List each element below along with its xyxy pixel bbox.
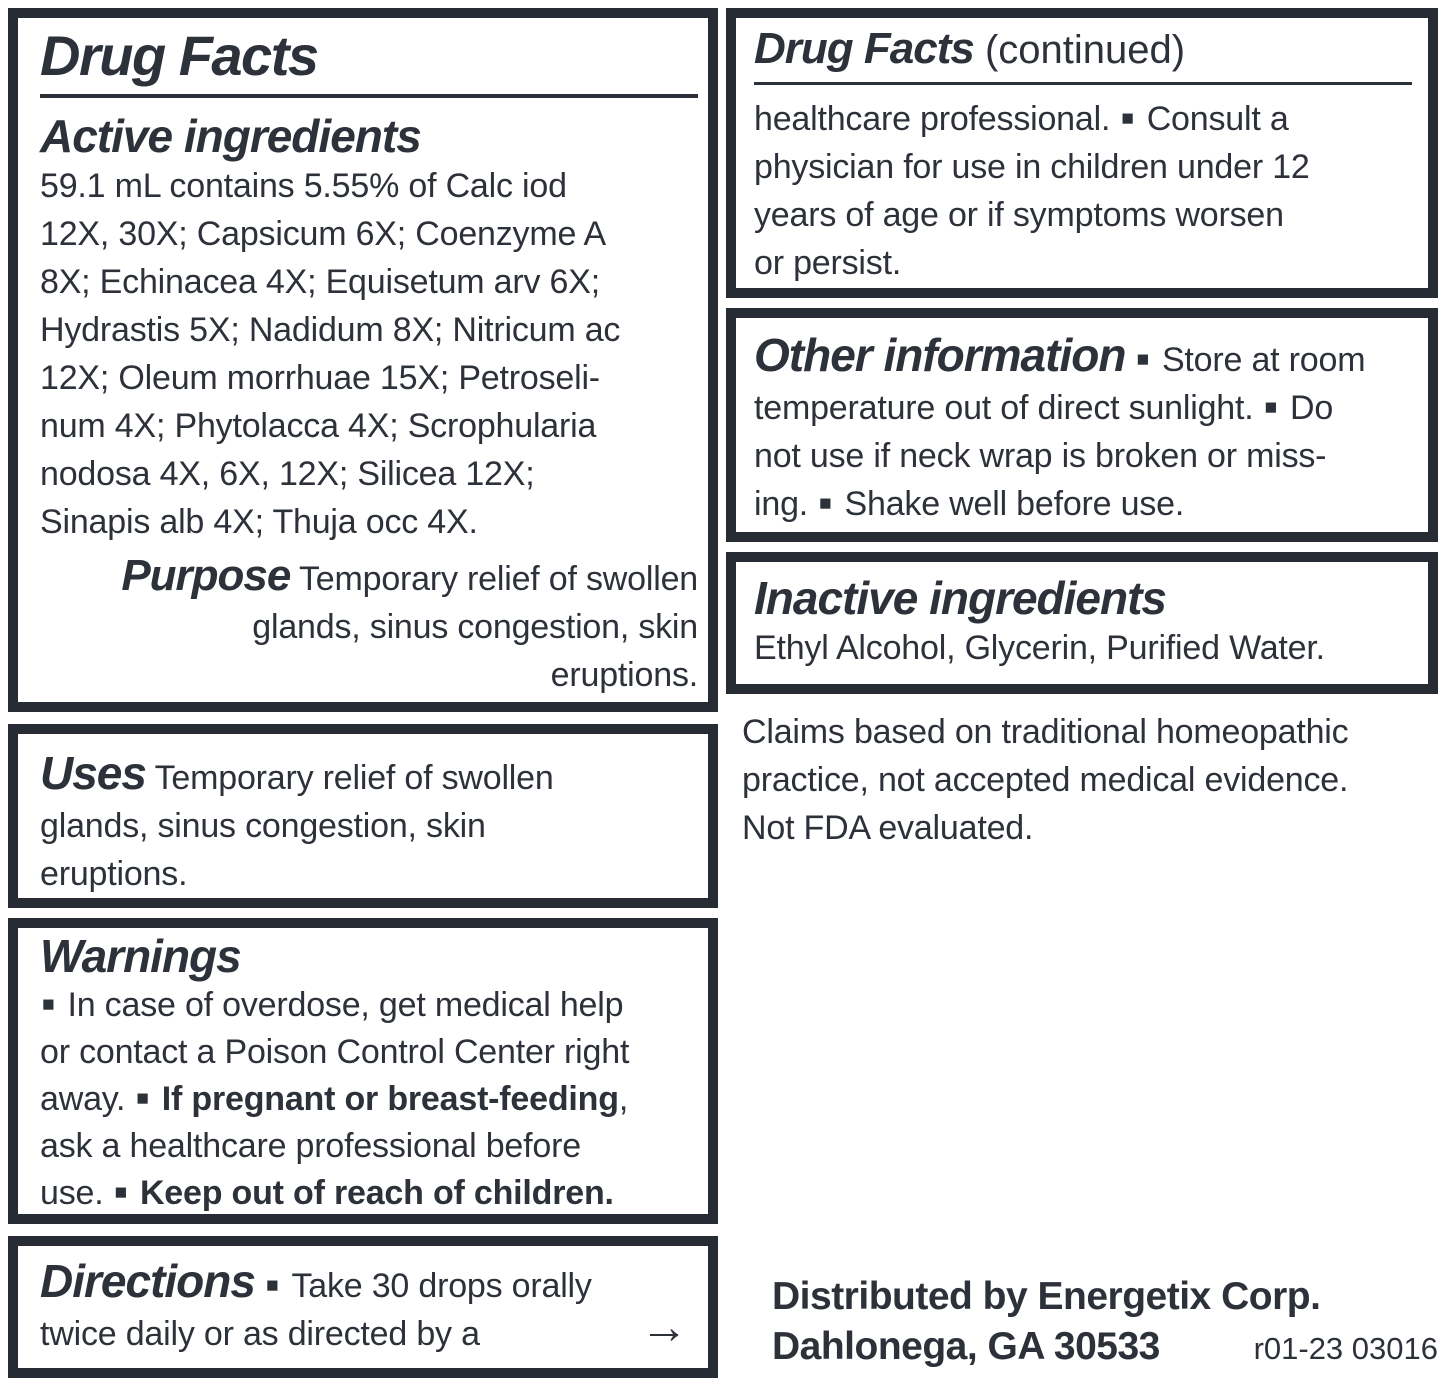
section-uses [8, 724, 718, 908]
text-line [754, 95, 1412, 143]
text-line: glands, sinus congestion, skin [40, 807, 486, 845]
text-line: not use if neck wrap is broken or miss- [754, 437, 1327, 475]
other-text: Shake well before use. [844, 485, 1185, 523]
bullet-icon: ■ [42, 993, 55, 1016]
active-ingredients-heading: Active ingredients [40, 110, 421, 162]
directions-heading: Directions [40, 1255, 255, 1307]
text-line [40, 1170, 698, 1217]
text-line: twice daily or as directed by a [40, 1315, 480, 1353]
section-drug-facts-main [8, 8, 718, 712]
bullet-icon: ■ [1121, 107, 1134, 130]
text-line: eruptions. [550, 656, 698, 694]
other-text: Do [1289, 389, 1334, 427]
text-line [40, 747, 698, 802]
warnings-text: away. [40, 1080, 126, 1118]
text-line: practice, not accepted medical evidence. [742, 761, 1349, 799]
title-rule [40, 94, 698, 98]
text-line: or contact a Poison Control Center right [40, 1033, 630, 1071]
text-line: eruptions. [40, 855, 188, 893]
text-line: 12X, 30X; Capsicum 6X; Coenzyme A [40, 215, 607, 253]
text-line [754, 329, 1412, 384]
purpose-text: Temporary relief of swollen [290, 560, 698, 598]
text-line [754, 480, 1412, 528]
continued-text: Consult a [1146, 100, 1289, 138]
distributor-line1: Distributed by Energetix Corp. [772, 1275, 1321, 1318]
inactive-ingredients-heading: Inactive ingredients [754, 572, 1167, 624]
other-text: Store at room [1161, 341, 1366, 379]
warnings-bold-text: Keep out of reach of children. [139, 1174, 614, 1212]
section-drug-facts-continued [726, 8, 1438, 298]
title-rule [754, 82, 1412, 85]
directions-paragraph [40, 1255, 698, 1358]
text-line: ask a healthcare professional before [40, 1127, 581, 1165]
bullet-icon: ■ [1264, 396, 1277, 419]
continued-body [754, 95, 1412, 287]
uses-heading: Uses [40, 747, 146, 799]
drug-facts-title: Drug Facts [40, 24, 318, 87]
text-line: 59.1 mL contains 5.55% of Calc iod [40, 167, 567, 205]
continue-arrow-icon: → [640, 1301, 688, 1354]
continued-suffix [974, 28, 985, 72]
text-line [754, 384, 1412, 432]
claims-disclaimer [742, 708, 1432, 852]
text-line [40, 551, 698, 603]
other-text: temperature out of direct sunlight. [754, 389, 1254, 427]
other-text: ing. [754, 485, 809, 523]
uses-text: Temporary relief of swollen [145, 759, 554, 797]
text-line: 8X; Echinacea 4X; Equisetum arv 6X; [40, 263, 600, 301]
uses-paragraph [40, 747, 698, 898]
inactive-ingredients-text: Ethyl Alcohol, Glycerin, Purified Water. [754, 629, 1325, 667]
text-line [40, 1255, 698, 1310]
active-ingredients-body [40, 162, 698, 546]
distributor-info [772, 1272, 1438, 1374]
text-line [40, 1076, 698, 1123]
section-directions [8, 1236, 718, 1378]
revision-code: r01-23 03016 [1253, 1331, 1438, 1366]
bullet-icon: ■ [265, 1274, 279, 1297]
bullet-icon: ■ [114, 1181, 127, 1204]
text-line: Hydrastis 5X; Nadidum 8X; Nitricum ac [40, 311, 621, 349]
purpose-paragraph [40, 551, 698, 699]
distributor-line2-row [772, 1322, 1438, 1374]
text-line: or persist. [754, 244, 902, 282]
text-line: physician for use in children under 12 [754, 148, 1310, 186]
continued-suffix: (continued) [984, 28, 1186, 72]
continued-text: healthcare professional. [754, 100, 1111, 138]
directions-text: Take 30 drops orally [291, 1267, 592, 1305]
distributor-line2: Dahlonega, GA 30533 [772, 1325, 1160, 1368]
warnings-body [40, 982, 698, 1217]
text-line: 12X; Oleum morrhuae 15X; Petroseli- [40, 359, 600, 397]
section-warnings [8, 918, 718, 1224]
other-information-paragraph [754, 329, 1412, 528]
other-information-heading: Other information [754, 329, 1126, 381]
text-line: glands, sinus congestion, skin [252, 608, 698, 646]
warnings-text: use. [40, 1174, 104, 1212]
warnings-text: In case of overdose, get medical help [67, 986, 624, 1024]
text-line: nodosa 4X, 6X, 12X; Silicea 12X; [40, 455, 535, 493]
section-other-information [726, 308, 1438, 542]
text-line: Claims based on traditional homeopathic [742, 713, 1349, 751]
text-line [40, 982, 698, 1029]
section-inactive-ingredients [726, 552, 1438, 694]
drug-facts-continued-title: Drug Facts [754, 24, 974, 73]
bullet-icon: ■ [136, 1087, 149, 1110]
bullet-icon: ■ [819, 492, 832, 515]
text-line: num 4X; Phytolacca 4X; Scrophularia [40, 407, 597, 445]
warnings-text: , [618, 1080, 629, 1118]
bullet-icon: ■ [1136, 348, 1149, 371]
purpose-label: Purpose [121, 551, 291, 600]
text-line: Not FDA evaluated. [742, 809, 1034, 847]
warnings-heading: Warnings [40, 930, 241, 982]
text-line: years of age or if symptoms worsen [754, 196, 1284, 234]
text-line: Sinapis alb 4X; Thuja occ 4X. [40, 503, 478, 541]
warnings-bold-text: If pregnant or breast-feeding [161, 1080, 619, 1118]
continued-title-row [754, 24, 1412, 74]
